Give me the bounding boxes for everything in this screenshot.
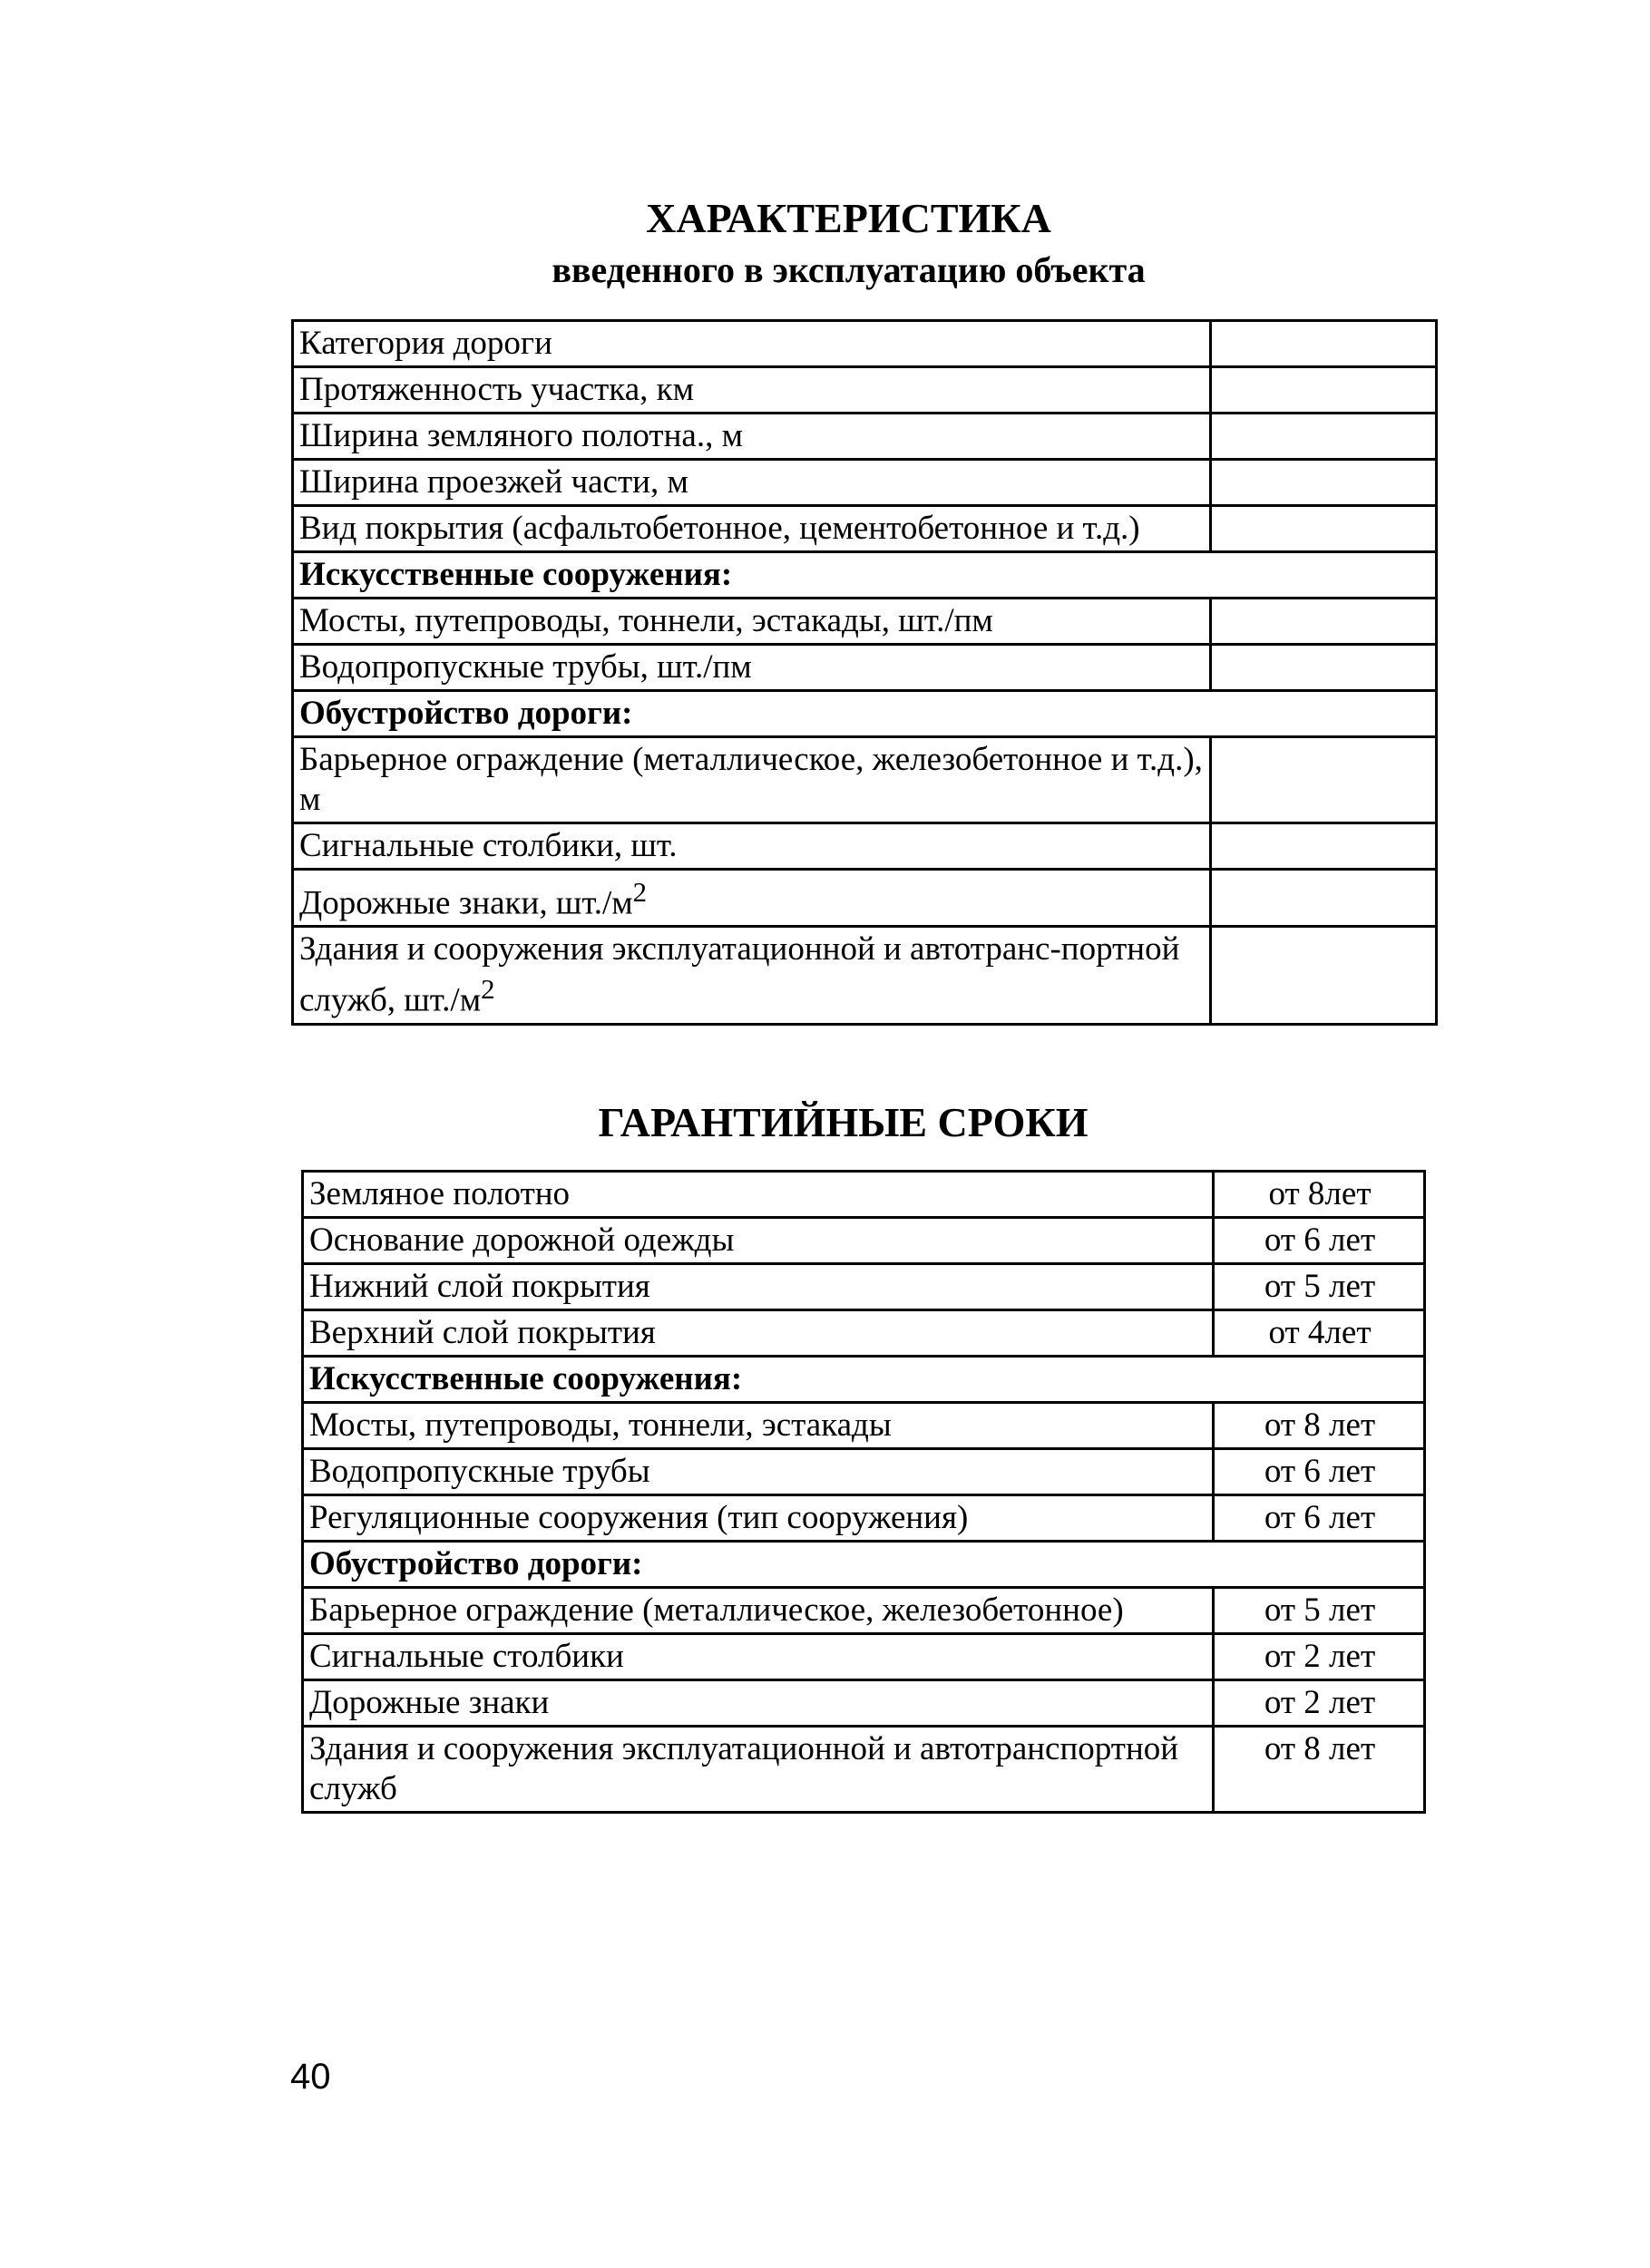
table-row xyxy=(303,1680,1425,1727)
row-label: Водопропускные трубы, шт./пм xyxy=(293,645,1211,691)
section-heading: Обустройство дороги: xyxy=(303,1542,1425,1588)
row-label xyxy=(293,870,1211,927)
row-label-text: Дорожные знаки, шт./м xyxy=(299,884,633,922)
warranty-title: ГАРАНТИЙНЫЕ СРОКИ xyxy=(598,1099,1089,1145)
table-row xyxy=(303,1172,1425,1218)
row-value: от 5 лет xyxy=(1214,1588,1425,1634)
row-label: Сигнальные столбики, шт. xyxy=(293,823,1211,870)
row-value: от 6 лет xyxy=(1214,1495,1425,1542)
superscript: 2 xyxy=(481,974,495,1006)
section-heading: Искусственные сооружения: xyxy=(293,552,1437,599)
row-label: Мосты, путепроводы, тоннели, эстакады, шт./пм xyxy=(293,599,1211,645)
row-label: Дорожные знаки xyxy=(303,1680,1214,1727)
table-row xyxy=(293,506,1437,552)
table-row xyxy=(303,1218,1425,1264)
row-value: от 8лет xyxy=(1214,1172,1425,1218)
page-number: 40 xyxy=(290,2057,331,2097)
table-row xyxy=(303,1403,1425,1449)
row-label: Водопропускные трубы xyxy=(303,1449,1214,1495)
table-row xyxy=(303,1495,1425,1542)
table-row xyxy=(293,737,1437,823)
row-value: от 4лет xyxy=(1214,1310,1425,1357)
table-row xyxy=(293,645,1437,691)
row-value xyxy=(1211,321,1437,367)
row-value: от 5 лет xyxy=(1214,1264,1425,1310)
row-value xyxy=(1211,737,1437,823)
row-value xyxy=(1211,870,1437,927)
row-label xyxy=(293,927,1211,1024)
section-row xyxy=(293,691,1437,737)
table-row xyxy=(293,367,1437,414)
row-label: Барьерное ограждение (металлическое, железобетонное) xyxy=(303,1588,1214,1634)
row-value xyxy=(1211,927,1437,1024)
superscript: 2 xyxy=(632,877,648,908)
characteristics-table xyxy=(291,319,1438,1026)
row-label: Мосты, путепроводы, тоннели, эстакады xyxy=(303,1403,1214,1449)
section-row xyxy=(303,1542,1425,1588)
section-heading: Искусственные сооружения: xyxy=(303,1357,1425,1403)
row-label: Ширина земляного полотна., м xyxy=(293,414,1211,460)
row-value xyxy=(1211,460,1437,506)
characteristics-subtitle: введенного в эксплуатацию объекта xyxy=(552,249,1146,290)
section-heading: Обустройство дороги: xyxy=(293,691,1437,737)
row-value xyxy=(1211,367,1437,414)
row-label-text: Здания и сооружения эксплуатационной и автотранс-портной служб, шт./м xyxy=(299,930,1180,1019)
row-value: от 2 лет xyxy=(1214,1680,1425,1727)
row-value xyxy=(1211,645,1437,691)
row-label: Категория дороги xyxy=(293,321,1211,367)
row-value xyxy=(1211,599,1437,645)
table-row xyxy=(293,823,1437,870)
row-label: Барьерное ограждение (металлическое, железобетонное и т.д.), м xyxy=(293,737,1211,823)
table-row xyxy=(293,599,1437,645)
section-row xyxy=(303,1357,1425,1403)
table-row xyxy=(293,460,1437,506)
row-label: Верхний слой покрытия xyxy=(303,1310,1214,1357)
row-label: Вид покрытия (асфальтобетонное, цементобетонное и т.д.) xyxy=(293,506,1211,552)
row-label: Земляное полотно xyxy=(303,1172,1214,1218)
table-row xyxy=(303,1634,1425,1680)
row-value: от 8 лет xyxy=(1214,1403,1425,1449)
row-value: от 2 лет xyxy=(1214,1634,1425,1680)
row-value xyxy=(1211,506,1437,552)
row-value: от 8 лет xyxy=(1214,1727,1425,1813)
row-value: от 6 лет xyxy=(1214,1218,1425,1264)
row-label: Основание дорожной одежды xyxy=(303,1218,1214,1264)
table-row xyxy=(293,927,1437,1024)
row-label: Протяженность участка, км xyxy=(293,367,1211,414)
table-row xyxy=(293,321,1437,367)
row-value xyxy=(1211,823,1437,870)
row-label: Регуляционные сооружения (тип сооружения) xyxy=(303,1495,1214,1542)
table-row xyxy=(303,1727,1425,1813)
table-row xyxy=(303,1588,1425,1634)
row-label: Нижний слой покрытия xyxy=(303,1264,1214,1310)
section-row xyxy=(293,552,1437,599)
table-row xyxy=(303,1449,1425,1495)
warranty-table xyxy=(301,1170,1426,1814)
row-label: Ширина проезжей части, м xyxy=(293,460,1211,506)
row-label: Сигнальные столбики xyxy=(303,1634,1214,1680)
row-value: от 6 лет xyxy=(1214,1449,1425,1495)
table-row xyxy=(293,870,1437,927)
table-row xyxy=(293,414,1437,460)
characteristics-title: ХАРАКТЕРИСТИКА xyxy=(646,195,1051,241)
row-value xyxy=(1211,414,1437,460)
row-label: Здания и сооружения эксплуатационной и автотранспортной служб xyxy=(303,1727,1214,1813)
table-row xyxy=(303,1310,1425,1357)
table-row xyxy=(303,1264,1425,1310)
